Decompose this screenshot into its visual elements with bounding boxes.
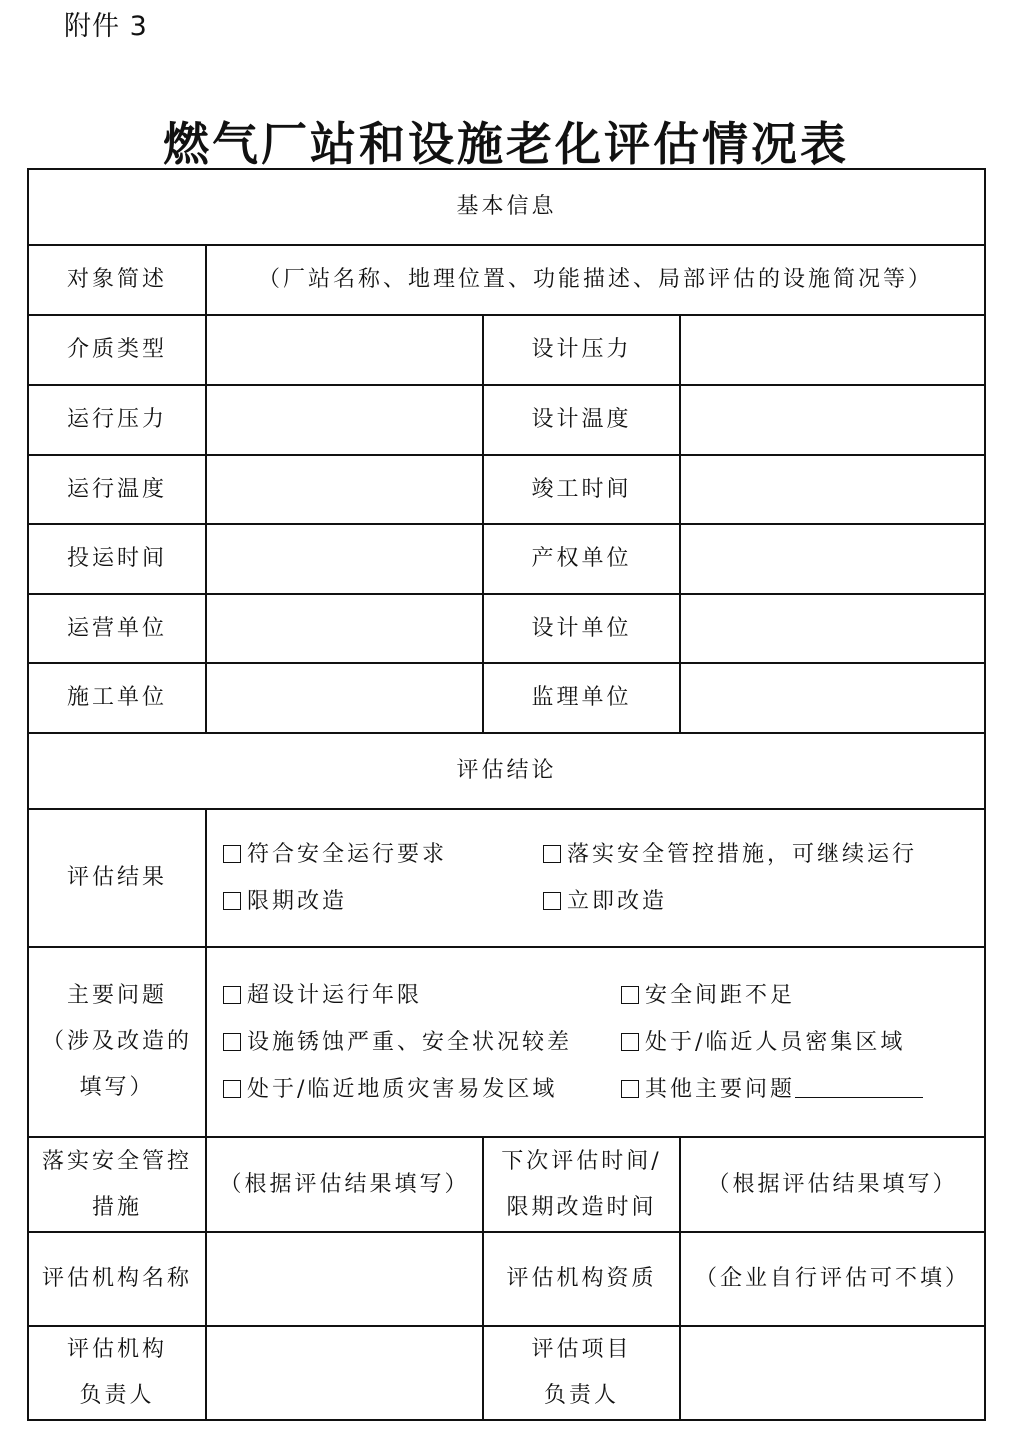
result-label: 评估结果 <box>28 809 206 947</box>
section-header-row <box>28 733 985 809</box>
field-label: 投运时间 <box>28 524 206 594</box>
field-input[interactable] <box>680 663 985 733</box>
project-head-input[interactable] <box>680 1326 985 1420</box>
table-row <box>28 663 985 733</box>
checkbox-icon[interactable] <box>621 1033 639 1051</box>
field-label: 施工单位 <box>28 663 206 733</box>
next-time-label: 下次评估时间/ 限期改造时间 <box>483 1137 680 1232</box>
org-head-label: 评估机构 负责人 <box>28 1326 206 1420</box>
object-input[interactable]: （厂站名称、地理位置、功能描述、局部评估的设施简况等） <box>206 245 985 315</box>
issue-option[interactable]: 安全间距不足 <box>619 972 984 1019</box>
field-input[interactable] <box>206 524 483 594</box>
checkbox-icon[interactable] <box>223 1033 241 1051</box>
field-label: 运行温度 <box>28 455 206 524</box>
table-row <box>28 455 985 524</box>
issues-row <box>28 947 985 1137</box>
field-input[interactable] <box>206 385 483 455</box>
field-input[interactable] <box>680 455 985 524</box>
org-name-label: 评估机构名称 <box>28 1232 206 1326</box>
checkbox-icon[interactable] <box>543 845 561 863</box>
result-option[interactable]: 立即改造 <box>541 878 984 925</box>
measures-label: 落实安全管控 措施 <box>28 1137 206 1232</box>
table-row <box>28 385 985 455</box>
result-option[interactable]: 限期改造 <box>221 878 541 925</box>
result-options-cell <box>206 809 985 947</box>
checkbox-icon[interactable] <box>223 986 241 1004</box>
field-label: 运营单位 <box>28 594 206 663</box>
basic-info-section-title: 基本信息 <box>28 169 985 245</box>
table-row <box>28 524 985 594</box>
field-label: 设计压力 <box>483 315 680 385</box>
issues-label: 主要问题 （涉及改造的 填写） <box>28 947 206 1137</box>
field-input[interactable] <box>680 315 985 385</box>
checkbox-icon[interactable] <box>223 845 241 863</box>
field-input[interactable] <box>680 594 985 663</box>
project-head-label: 评估项目 负责人 <box>483 1326 680 1420</box>
next-time-input[interactable]: （根据评估结果填写） <box>680 1137 985 1232</box>
issue-option[interactable]: 设施锈蚀严重、安全状况较差 <box>221 1019 619 1066</box>
checkbox-icon[interactable] <box>223 892 241 910</box>
checkbox-icon[interactable] <box>543 892 561 910</box>
field-input[interactable] <box>680 524 985 594</box>
issue-option[interactable]: 超设计运行年限 <box>221 972 619 1019</box>
measures-row <box>28 1137 985 1232</box>
issue-option[interactable]: 处于/临近地质灾害易发区域 <box>221 1066 619 1113</box>
result-row <box>28 809 985 947</box>
checkbox-icon[interactable] <box>223 1080 241 1098</box>
field-label: 设计温度 <box>483 385 680 455</box>
checkbox-icon[interactable] <box>621 1080 639 1098</box>
object-label: 对象简述 <box>28 245 206 315</box>
result-option[interactable]: 符合安全运行要求 <box>221 831 541 878</box>
org-qual-input[interactable]: （企业自行评估可不填） <box>680 1232 985 1326</box>
field-label: 监理单位 <box>483 663 680 733</box>
other-issue-blank[interactable] <box>795 1077 923 1098</box>
field-input[interactable] <box>206 663 483 733</box>
conclusion-section-title: 评估结论 <box>28 733 985 809</box>
field-input[interactable] <box>206 455 483 524</box>
issue-option[interactable]: 其他主要问题 <box>619 1066 984 1113</box>
field-label: 设计单位 <box>483 594 680 663</box>
attachment-label: 附件 3 <box>64 11 148 42</box>
org-name-input[interactable] <box>206 1232 483 1326</box>
org-head-input[interactable] <box>206 1326 483 1420</box>
assessment-form-table <box>27 168 986 1421</box>
field-label: 竣工时间 <box>483 455 680 524</box>
issue-option[interactable]: 处于/临近人员密集区域 <box>619 1019 984 1066</box>
issues-options-cell <box>206 947 985 1137</box>
form-title: 燃气厂站和设施老化评估情况表 <box>163 117 849 171</box>
section-header-row <box>28 169 985 245</box>
field-label: 运行压力 <box>28 385 206 455</box>
field-input[interactable] <box>206 594 483 663</box>
table-row <box>28 594 985 663</box>
org-row <box>28 1232 985 1326</box>
table-row <box>28 315 985 385</box>
object-row <box>28 245 985 315</box>
field-input[interactable] <box>680 385 985 455</box>
checkbox-icon[interactable] <box>621 986 639 1004</box>
field-input[interactable] <box>206 315 483 385</box>
measures-input[interactable]: （根据评估结果填写） <box>206 1137 483 1232</box>
head-row <box>28 1326 985 1420</box>
org-qual-label: 评估机构资质 <box>483 1232 680 1326</box>
field-label: 介质类型 <box>28 315 206 385</box>
result-option[interactable]: 落实安全管控措施，可继续运行 <box>541 831 984 878</box>
field-label: 产权单位 <box>483 524 680 594</box>
